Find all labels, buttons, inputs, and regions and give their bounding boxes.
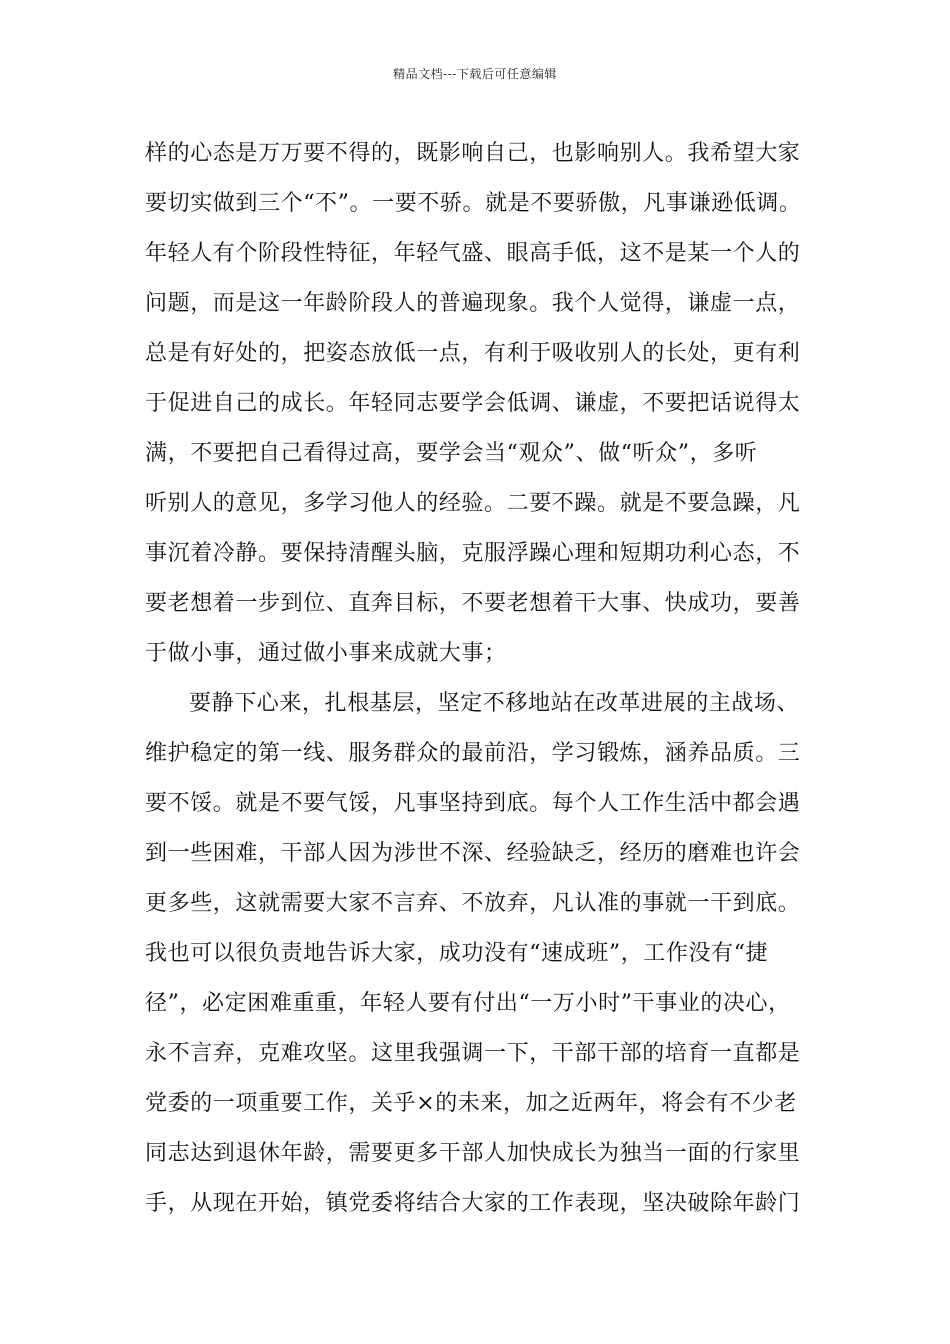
paragraph-1 [145,129,825,679]
text-line: 于促进自己的成长。年轻同志要学会低调、谦虚，不要把话说得太 [145,391,801,416]
document-body [145,129,825,1229]
text-line: 手，从现在开始，镇党委将结合大家的工作表现，坚决破除年龄门 [145,1191,801,1216]
page-header: 精品文档---下载后可任意编辑 [393,67,557,81]
text-line: 维护稳定的第一线、服务群众的最前沿，学习锻炼，涵养品质。三 [145,741,801,766]
text-line: 我也可以很负责地告诉大家，成功没有“速成班”，工作没有“捷 [145,941,769,966]
text-line: 年轻人有个阶段性特征，年轻气盛、眼高手低，这不是某一个人的 [145,241,801,266]
text-line: 满，不要把自己看得过高，要学会当“观众”、做“听众”，多听 [145,441,758,466]
text-line: 问题，而是这一年龄阶段人的普遍现象。我个人觉得，谦虚一点， [145,291,801,316]
text-line: 听别人的意见，多学习他人的经验。二要不躁。就是不要急躁，凡 [145,491,801,516]
text-line: 永不言弃，克难攻坚。这里我强调一下，干部干部的培育一直都是 [145,1041,801,1066]
text-line: 要不馁。就是不要气馁，凡事坚持到底。每个人工作生活中都会遇 [145,791,801,816]
text-line: 要静下心来，扎根基层，坚定不移地站在改革进展的主战场、 [189,691,800,716]
text-line: 到一些困难，干部人因为涉世不深、经验缺乏，经历的磨难也许会 [145,841,801,866]
text-line: 党委的一项重要工作，关乎×的未来，加之近两年，将会有不少老 [145,1091,797,1116]
text-line: 同志达到退休年龄，需要更多干部人加快成长为独当一面的行家里 [145,1141,801,1166]
text-line: 要切实做到三个“不”。一要不骄。就是不要骄傲，凡事谦逊低调。 [145,191,802,216]
text-line: 要老想着一步到位、直奔目标，不要老想着干大事、快成功，要善 [145,591,801,616]
text-line: 事沉着冷静。要保持清醒头脑，克服浮躁心理和短期功利心态，不 [145,541,801,566]
text-line: 径”，必定困难重重，年轻人要有付出“一万小时”干事业的决心， [145,991,791,1016]
text-line: 样的心态是万万要不得的，既影响自己，也影响别人。我希望大家 [145,141,801,166]
text-line: 更多些，这就需要大家不言弃、不放弃，凡认准的事就一干到底。 [145,891,801,916]
text-line: 总是有好处的，把姿态放低一点，有利于吸收别人的长处，更有利 [145,341,801,366]
text-line: 于做小事，通过做小事来成就大事； [145,641,507,666]
paragraph-2 [145,679,825,1229]
